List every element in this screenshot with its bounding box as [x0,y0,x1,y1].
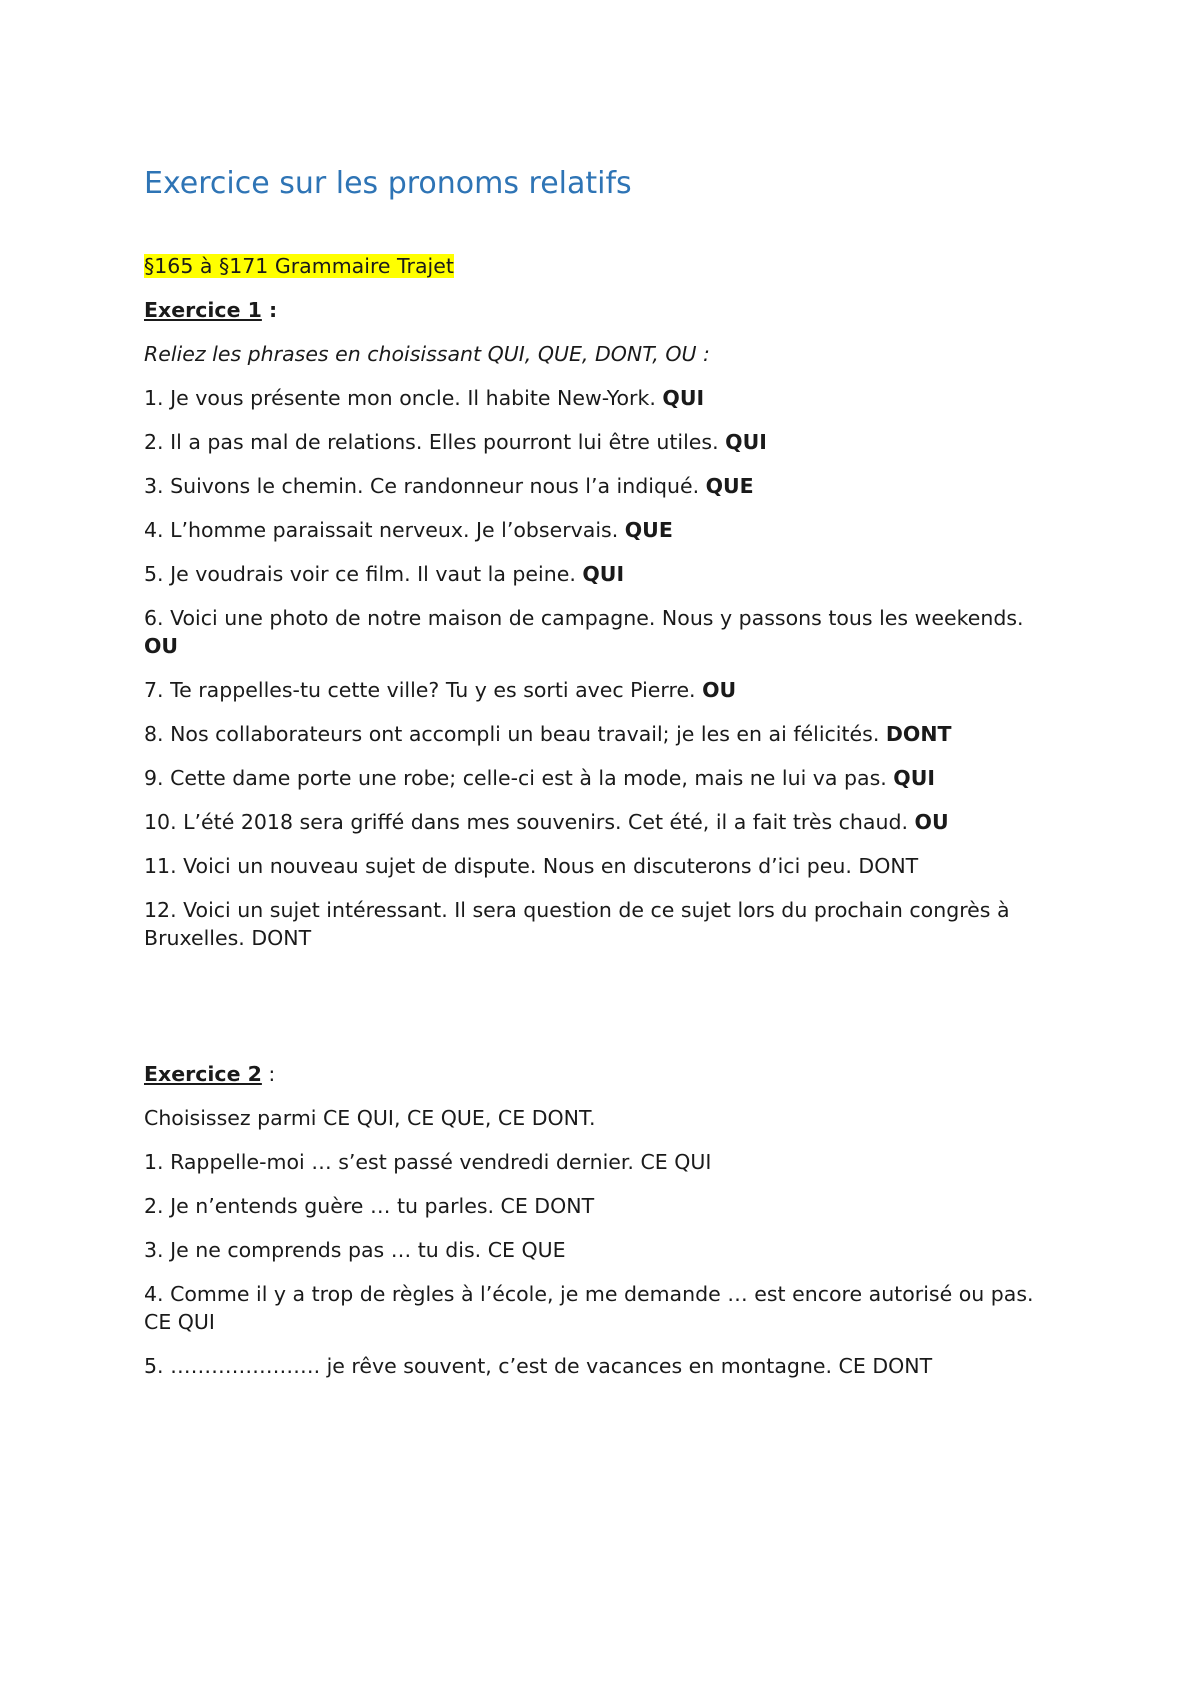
exercise1-instruction: Reliez les phrases en choisissant QUI, QUE, DONT, OU : [144,342,710,366]
exercise1-heading-text: Exercice 1 [144,298,262,322]
exercise1-item [144,428,1064,456]
item-text: 10. L’été 2018 sera griffé dans mes souvenirs. Cet été, il a fait très chaud. [144,810,915,834]
exercise2-item: 1. Rappelle-moi … s’est passé vendredi dernier. CE QUI [144,1150,712,1174]
item-answer: OU [702,678,737,702]
exercise1-item [144,808,1064,836]
item-answer: QUI [582,562,625,586]
item-text: 9. Cette dame porte une robe; celle-ci est à la mode, mais ne lui va pas. [144,766,894,790]
exercise1-item [144,472,1064,500]
item-answer: QUE [705,474,754,498]
exercise1-heading-colon: : [261,298,278,322]
exercise1-item [144,384,1064,412]
item-text: 6. Voici une photo de notre maison de campagne. Nous y passons tous les weekends. [144,606,1024,630]
item-answer: OU [914,810,949,834]
item-text: 1. Je vous présente mon oncle. Il habite New-York. [144,386,663,410]
item-answer: QUI [893,766,935,790]
exercise2-heading [144,1060,1064,1088]
exercise1-item [144,560,1064,588]
item-text: 4. L’homme paraissait nerveux. Je l’observais. [144,518,625,542]
exercise2-item: 3. Je ne comprends pas … tu dis. CE QUE [144,1238,566,1262]
exercise2-item: 5. …………………. je rêve souvent, c’est de vacances en montagne. CE DONT [144,1354,933,1378]
item-answer: QUI [725,430,767,454]
exercise1-item [144,676,1064,704]
item-text: 11. Voici un nouveau sujet de dispute. Nous en discuterons d’ici peu. DONT [144,854,919,878]
item-text: 5. Je voudrais voir ce film. Il vaut la peine. [144,562,583,586]
exercise1-item [144,604,1064,660]
exercise2-item: 4. Comme il y a trop de règles à l’école, je me demande … est encore autorisé ou pas. CE QUI [144,1282,1034,1334]
exercise1-item [144,764,1064,792]
item-text: 3. Suivons le chemin. Ce randonneur nous l’a indiqué. [144,474,706,498]
exercise1-item [144,516,1064,544]
item-text: 12. Voici un sujet intéressant. Il sera question de ce sujet lors du prochain congrès à Bruxelles. DONT [144,898,1010,950]
exercise1-item [144,852,1064,880]
item-answer: DONT [885,722,952,746]
reference-line [144,252,1064,280]
item-answer: QUI [662,386,705,410]
reference-highlight: §165 à §171 Grammaire Trajet [144,254,454,278]
item-text: 7. Te rappelles-tu cette ville? Tu y es sorti avec Pierre. [144,678,703,702]
document-title: Exercice sur les pronoms relatifs [144,166,632,201]
item-answer: QUE [624,518,673,542]
item-answer: OU [144,634,179,658]
exercise2-item: 2. Je n’entends guère … tu parles. CE DONT [144,1194,595,1218]
exercise1-heading [144,296,1064,324]
exercise1-item [144,896,1064,952]
item-text: 8. Nos collaborateurs ont accompli un beau travail; je les en ai félicités. [144,722,886,746]
exercise1-item [144,720,1064,748]
exercise2-instruction: Choisissez parmi CE QUI, CE QUE, CE DONT. [144,1106,596,1130]
exercise2-heading-text: Exercice 2 [144,1062,262,1086]
exercise2-heading-colon: : [261,1062,276,1086]
item-text: 2. Il a pas mal de relations. Elles pourront lui être utiles. [144,430,726,454]
